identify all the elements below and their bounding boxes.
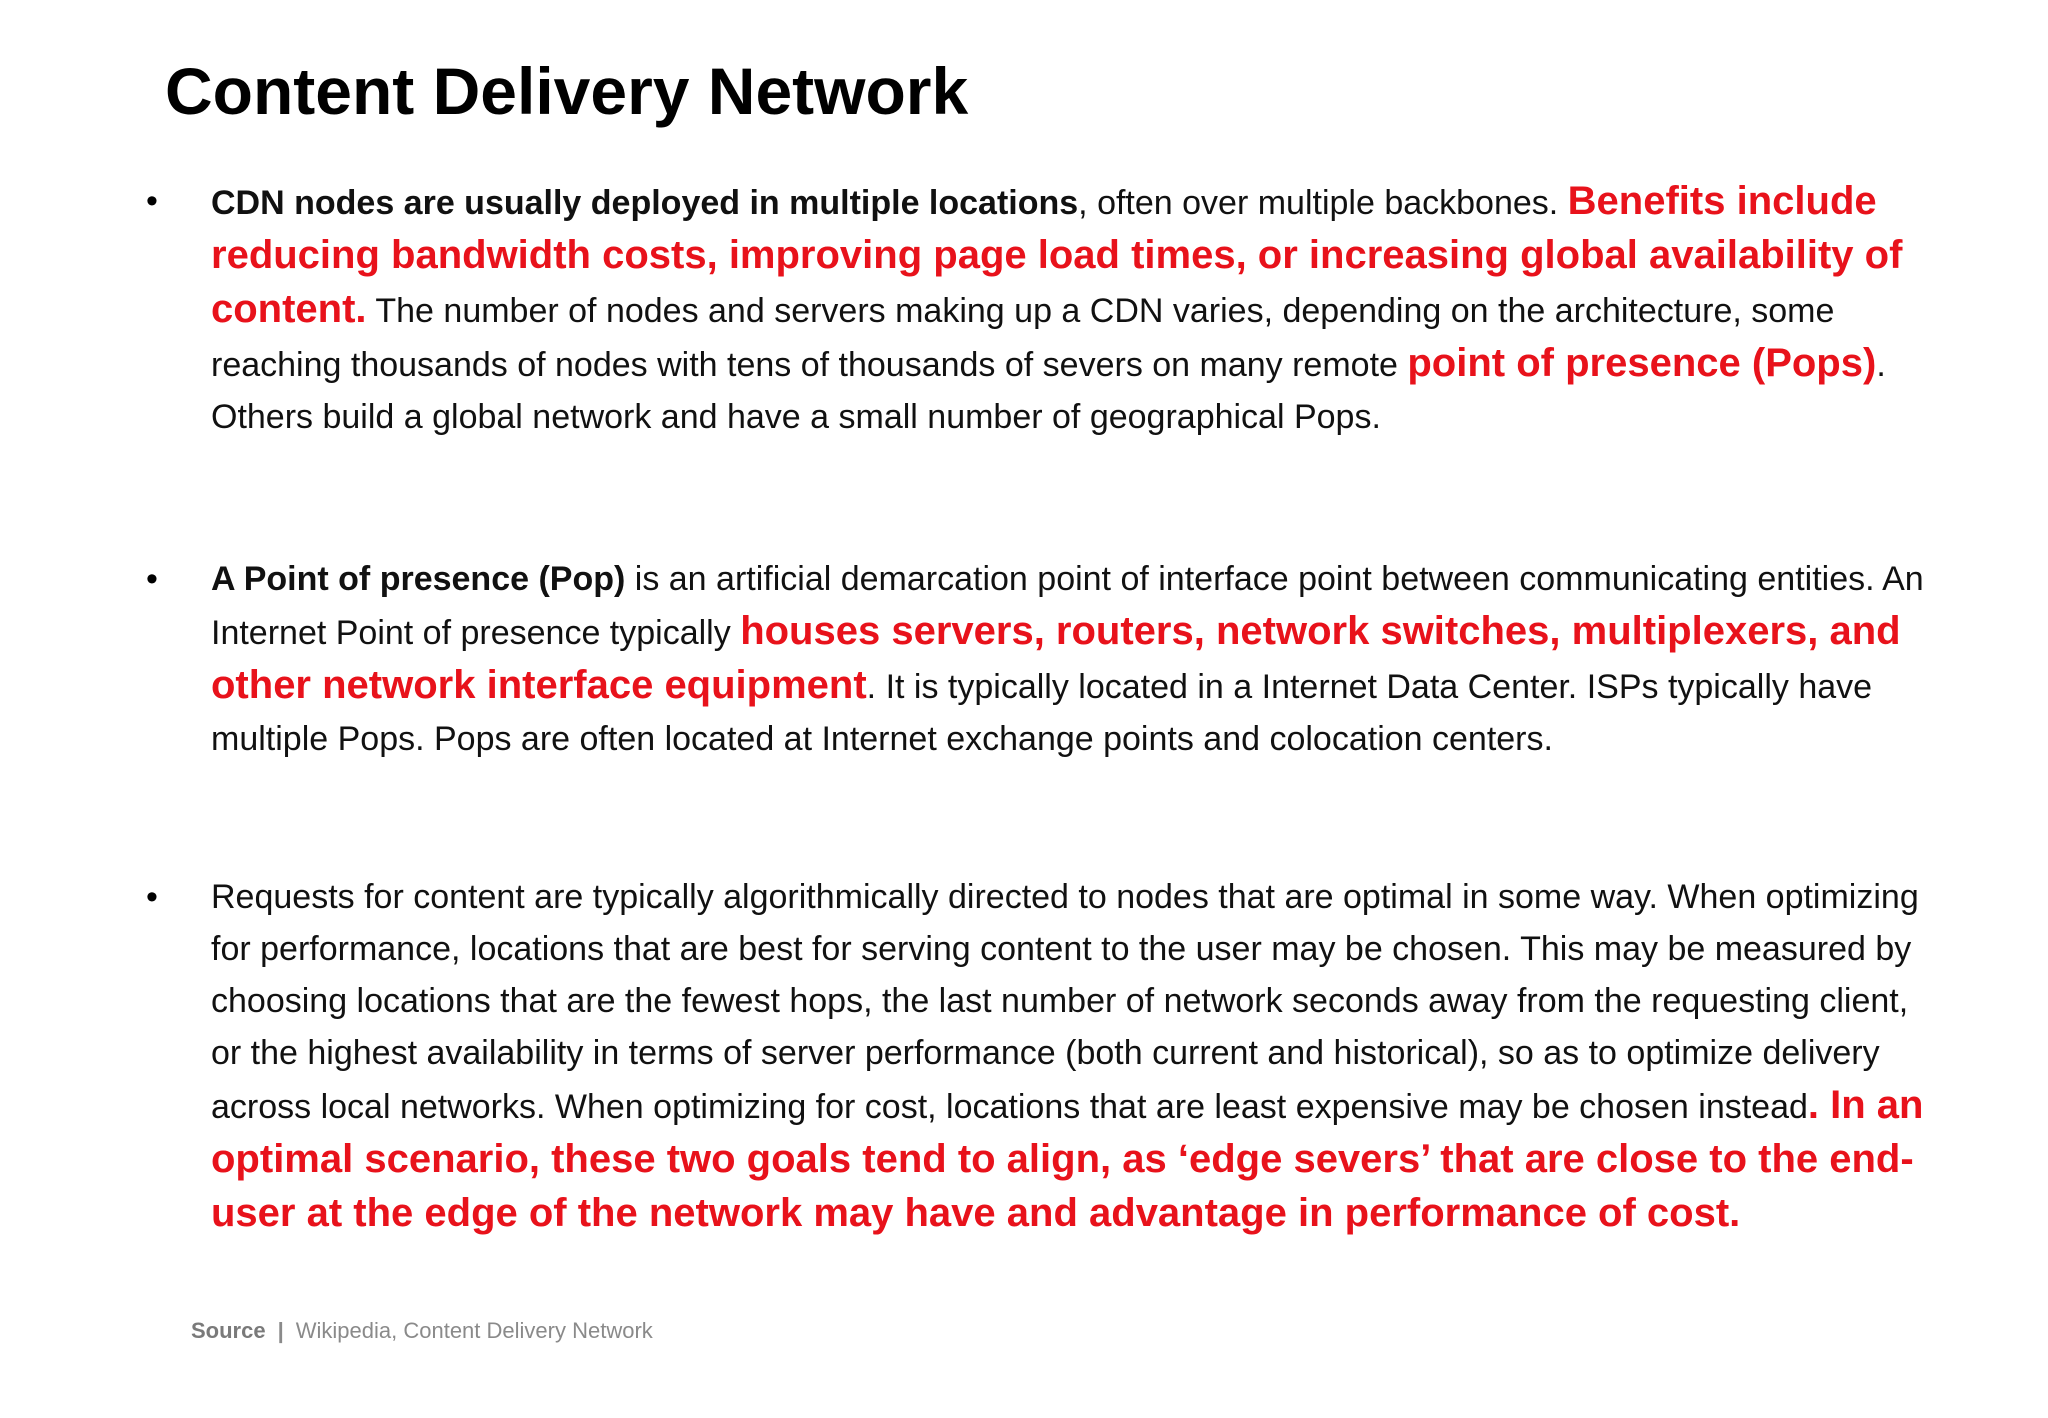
- bullet-segment: A Point of presence (Pop): [211, 560, 626, 598]
- bullet-dot-icon: •: [146, 878, 158, 916]
- bullet-segment: , often over multiple backbones.: [1078, 184, 1568, 222]
- bullet-text: [211, 175, 1931, 443]
- slide-title: Content Delivery Network: [165, 54, 969, 128]
- bullet-segment: is an artificial demarcation point of interface point between communicating entities. An Internet Point of presence typically: [211, 560, 1924, 652]
- bullet-segment: CDN nodes are usually deployed in multiple locations: [211, 184, 1079, 222]
- source-separator: |: [277, 1318, 284, 1343]
- source-label: Source: [191, 1318, 266, 1343]
- source-text: Wikipedia, Content Delivery Network: [295, 1318, 653, 1343]
- bullet-segment: The number of nodes and servers making up a CDN varies, depending on the architecture, some reaching thousands of nodes with tens of thousands of severs on many remote: [211, 292, 1835, 384]
- bullet-text: [211, 553, 1931, 765]
- bullet-text: [211, 871, 1931, 1241]
- bullet-segment: . In an optimal scenario, these two goals tend to align, as ‘edge severs’ that are close to the end-user at the edge of the network may have and advantage in performance of cost.: [211, 1083, 1924, 1235]
- bullet-segment: houses servers, routers, network switches, multiplexers, and other network interface equipment: [211, 609, 1901, 707]
- bullet-segment: Benefits include reducing bandwidth costs, improving page load times, or increasing global availability of content.: [211, 179, 1903, 331]
- bullet-dot-icon: •: [146, 560, 158, 598]
- bullet-segment: Requests for content are typically algorithmically directed to nodes that are optimal in some way. When optimizing for performance, locations that are best for serving content to the user may be chosen. This may be measured by choosing locations that are the fewest hops, the last number of network seconds away from the requesting client, or the highest availability in terms of server performance (both current and historical), so as to optimize delivery across local networks. When optimizing for cost, locations that are least expensive may be chosen instead: [211, 878, 1919, 1126]
- bullet-segment: point of presence (Pops): [1407, 341, 1877, 385]
- source-citation: [191, 1318, 653, 1344]
- bullet-dot-icon: •: [146, 182, 158, 220]
- bullet-segment: . Others build a global network and have a small number of geographical Pops.: [211, 346, 1886, 436]
- bullet-segment: . It is typically located in a Internet Data Center. ISPs typically have multiple Pops. Pops are often located at Internet exchange points and colocation centers.: [211, 668, 1873, 758]
